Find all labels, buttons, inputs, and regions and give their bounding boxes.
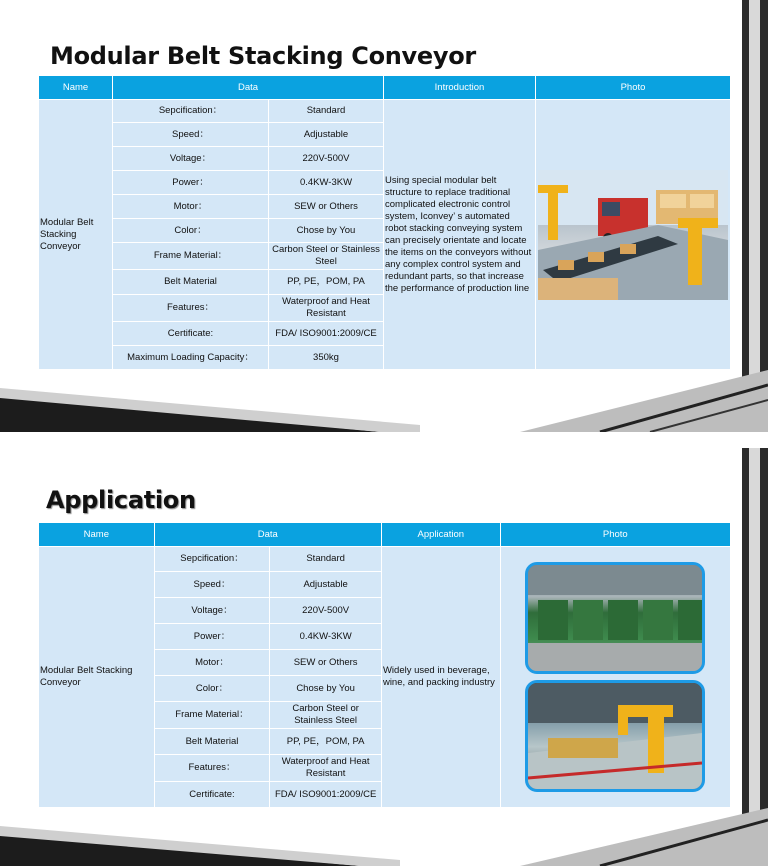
table-row bbox=[39, 100, 730, 122]
slide-product bbox=[0, 0, 768, 432]
spec-label: Features： bbox=[113, 295, 268, 321]
spec-value: Chose by You bbox=[270, 676, 381, 701]
spec-value: SEW or Others bbox=[270, 650, 381, 675]
table-row bbox=[39, 547, 730, 571]
spec-value: Standard bbox=[270, 547, 381, 571]
robot-arm-photo bbox=[525, 680, 705, 792]
page-title: Application bbox=[46, 486, 196, 514]
robot-stacking-photo bbox=[538, 170, 728, 300]
introduction-cell: Using special modular belt structure to replace traditional complicated electronic control system, Iconvey’ s automated robot stacking conveying system can precisely orientate and locate the items on the conveyors without any complex control system and redundant parts, so that increase the performance of production line bbox=[384, 100, 535, 369]
window-frame-shape bbox=[520, 370, 768, 432]
spec-label: Speed： bbox=[113, 123, 268, 146]
spec-value: 0.4KW-3KW bbox=[270, 624, 381, 649]
window-frame-shape bbox=[742, 0, 768, 432]
spec-value: FDA/ ISO9001:2009/CE bbox=[270, 782, 381, 807]
header-name: Name bbox=[39, 523, 154, 546]
window-frame-line bbox=[650, 400, 768, 432]
header-data: Data bbox=[113, 76, 383, 99]
table-header-row bbox=[39, 76, 730, 99]
header-photo: Photo bbox=[536, 76, 730, 99]
spec-value: Adjustable bbox=[270, 572, 381, 597]
window-frame-shape bbox=[749, 448, 760, 866]
spec-label: Frame Material： bbox=[155, 702, 270, 728]
application-table bbox=[38, 522, 731, 808]
spec-label: Power： bbox=[113, 171, 268, 194]
spec-label: Color： bbox=[155, 676, 270, 701]
photo-cell bbox=[501, 547, 730, 807]
spec-value: 220V-500V bbox=[269, 147, 383, 170]
robot-arm-illustration bbox=[528, 683, 702, 789]
spec-value: 0.4KW-3KW bbox=[269, 171, 383, 194]
spec-label: Features： bbox=[155, 755, 270, 781]
header-introduction: Introduction bbox=[384, 76, 535, 99]
window-frame-shape bbox=[0, 833, 360, 866]
spec-table bbox=[38, 75, 731, 370]
spec-label: Maximum Loading Capacity： bbox=[113, 346, 268, 369]
window-frame-shape bbox=[742, 448, 768, 866]
spec-value: Waterproof and Heat Resistant bbox=[270, 755, 381, 781]
spec-value: 350kg bbox=[269, 346, 383, 369]
spec-value: Carbon Steel or Stainless Steel bbox=[269, 243, 383, 269]
photo-cell bbox=[536, 100, 730, 369]
spec-value: Waterproof and Heat Resistant bbox=[269, 295, 383, 321]
spec-label: Voltage： bbox=[155, 598, 270, 623]
window-frame-line bbox=[600, 385, 768, 432]
spec-value: 220V-500V bbox=[270, 598, 381, 623]
beverage-packing-photo bbox=[525, 562, 705, 674]
spec-label: Certificate: bbox=[155, 782, 270, 807]
header-photo: Photo bbox=[501, 523, 730, 546]
spec-label: Belt Material bbox=[155, 729, 270, 754]
spec-value: SEW or Others bbox=[269, 195, 383, 218]
spec-value: Carbon Steel or Stainless Steel bbox=[270, 702, 381, 728]
header-application: Application bbox=[382, 523, 500, 546]
window-frame-shape bbox=[0, 388, 420, 432]
product-name-cell: Modular Belt Stacking Conveyor bbox=[39, 100, 112, 369]
spec-label: Sepcification： bbox=[155, 547, 270, 571]
slide-gap bbox=[0, 432, 768, 448]
spec-value: Standard bbox=[269, 100, 383, 122]
spec-label: Frame Material： bbox=[113, 243, 268, 269]
header-name: Name bbox=[39, 76, 112, 99]
spec-label: Certificate: bbox=[113, 322, 268, 345]
application-cell: Widely used in beverage, wine, and packing industry bbox=[382, 547, 500, 807]
spec-value: Adjustable bbox=[269, 123, 383, 146]
window-frame-shape bbox=[520, 808, 768, 866]
spec-label: Motor： bbox=[113, 195, 268, 218]
table-header-row bbox=[39, 523, 730, 546]
window-frame-shape bbox=[749, 0, 760, 432]
window-frame-shape bbox=[0, 826, 400, 866]
spec-value: PP, PE，POM, PA bbox=[269, 270, 383, 294]
window-frame-shape bbox=[0, 395, 380, 432]
slide-application bbox=[0, 448, 768, 866]
spec-value: FDA/ ISO9001:2009/CE bbox=[269, 322, 383, 345]
beverage-boxes-illustration bbox=[528, 565, 702, 671]
header-data: Data bbox=[155, 523, 381, 546]
spec-label: Speed： bbox=[155, 572, 270, 597]
spec-label: Voltage： bbox=[113, 147, 268, 170]
window-frame-line bbox=[600, 820, 768, 866]
spec-label: Sepcification： bbox=[113, 100, 268, 122]
spec-label: Power： bbox=[155, 624, 270, 649]
robot-stacking-illustration bbox=[538, 170, 728, 300]
spec-label: Motor： bbox=[155, 650, 270, 675]
spec-label: Belt Material bbox=[113, 270, 268, 294]
spec-label: Color： bbox=[113, 219, 268, 242]
spec-value: PP, PE，POM, PA bbox=[270, 729, 381, 754]
product-name-cell: Modular Belt Stacking Conveyor bbox=[39, 547, 154, 807]
page-title: Modular Belt Stacking Conveyor bbox=[50, 42, 476, 70]
spec-value: Chose by You bbox=[269, 219, 383, 242]
